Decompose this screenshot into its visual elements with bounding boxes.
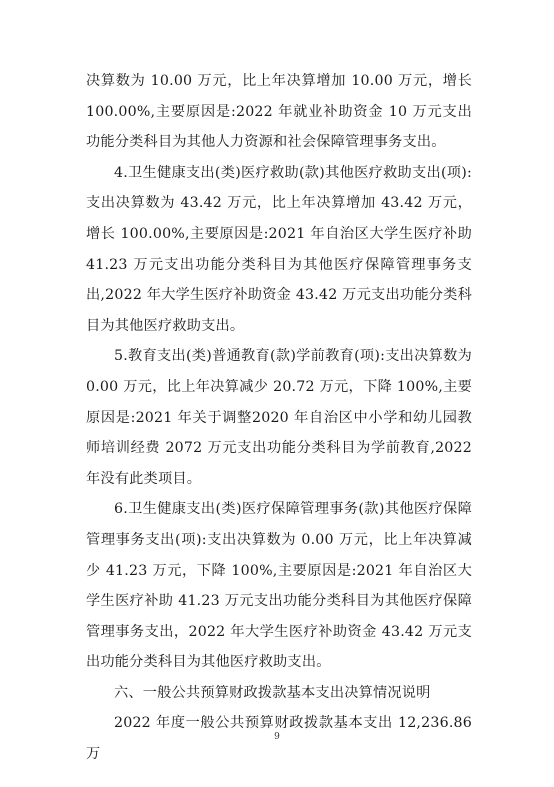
paragraph-continuation: 决算数为 10.00 万元，比上年决算增加 10.00 万元，增长 100.00%,主要原因是:2022 年就业补助资金 10 万元支出功能分类科目为其他人力资源和社会保障管理事务支出。 [86,73,472,151]
paragraph-item-5: 5.教育支出(类)普通教育(款)学前教育(项):支出决算数为 0.00 万元，比上年决算减少 20.72 万元，下降 100%,主要原因是:2021 年关于调整2020 年自治区中小学和幼儿园教师培训经费 2072 万元支出功能分类科目为学前教育,2022 年没有此类项目。 [86,348,472,487]
page-number: 9 [274,732,280,742]
paragraph-item-4: 4.卫生健康支出(类)医疗救助(款)其他医疗救助支出(项):支出决算数为 43.42 万元，比上年决算增加 43.42 万元，增长 100.00%,主要原因是:2021 年自治区大学生医疗补助 41.23 万元支出功能分类科目为其他医疗保障管理事务支出,2022 年大学生医疗补助资金 43.42 万元支出功能分类科目为其他医疗救助支出。 [86,164,472,334]
section-heading: 六、一般公共预算财政拨款基本支出决算情况说明 [114,684,431,701]
body-text [86,66,472,770]
paragraph-basic-expenditure: 2022 年度一般公共预算财政拨款基本支出 12,236.86 万 [86,715,472,763]
paragraph-item-6: 6.卫生健康支出(类)医疗保障管理事务(款)其他医疗保障管理事务支出(项):支出决算数为 0.00 万元，比上年决算减少 41.23 万元，下降 100%,主要原因是:2021 年自治区大学生医疗补助 41.23 万元支出功能分类科目为其他医疗保障管理事务支出，2022 年大学生医疗补助资金 43.42 万元支出功能分类科目为其他医疗救助支出。 [86,501,472,671]
